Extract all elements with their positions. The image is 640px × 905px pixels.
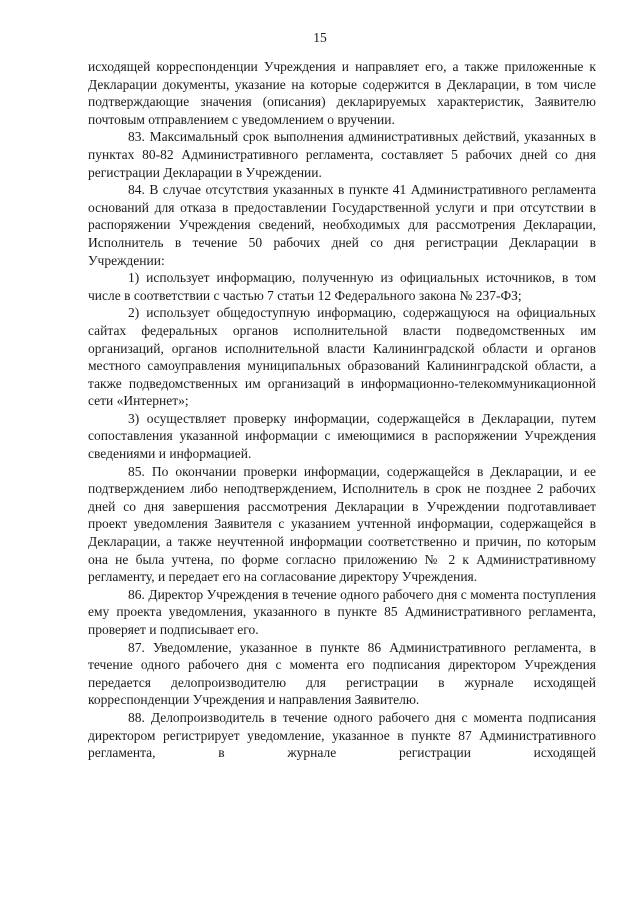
paragraph-87: 87. Уведомление, указанное в пункте 86 Административного регламента, в течение одного рабочего дня с момента его подписания директором Учреждения передается делопроизводителю для регистрации в журнале исходящей корреспонденции Учреждения и направления Заявителю. [88, 639, 596, 708]
paragraph-86: 86. Директор Учреждения в течение одного рабочего дня с момента поступления ему проекта уведомления, указанного в пункте 85 Административного регламента, проверяет и подписывает его. [88, 586, 596, 637]
paragraph-84-item-3: 3) осуществляет проверку информации, содержащейся в Декларации, путем сопоставления указанной информации с имеющимися в распоряжении Учреждения сведениями и информацией. [88, 410, 596, 462]
paragraph-83: 83. Максимальный срок выполнения административных действий, указанных в пунктах 80-82 Административного регламента, составляет 5 рабочих дней со дня регистрации Декларации в Учреждении. [88, 129, 596, 180]
document-body [88, 58, 596, 762]
paragraph-84-item-1: 1) использует информацию, полученную из официальных источников, в том числе в соответствии с частью 7 статьи 12 Федерального закона № 237-ФЗ; [88, 270, 596, 303]
paragraph-88: 88. Делопроизводитель в течение одного рабочего дня с момента подписания директором регистрирует уведомление, указанное в пункте 87 Административного регламента, в журнале регистрации исходящей [88, 709, 596, 761]
paragraph-84-item-2: 2) использует общедоступную информацию, содержащуюся на официальных сайтах федеральных органов исполнительной власти подведомственных им организаций, органов исполнительной власти Калининградской области и органов местного самоуправления муниципальных образований Калининградской области, а также подведомственных им организаций в информационно-телекоммуникационной сети «Интернет»; [88, 305, 596, 409]
paragraph-85: 85. По окончании проверки информации, содержащейся в Декларации, и ее подтверждением либо неподтверждением, Исполнитель в срок не позднее 2 рабочих дней со дня завершения рассмотрения Декларации в Учреждении подготавливает проект уведомления Заявителя с указанием учтенной информации, содержащейся в Декларации, а также неучтенной информации соответственно и причин, по которым она не была учтена, по форме согласно приложению № 2 к Административному регламенту, и передает его на согласование директору Учреждения. [88, 463, 596, 585]
page-number: 15 [313, 30, 327, 45]
paragraph-continuation: исходящей корреспонденции Учреждения и направляет его, а также приложенные к Декларации документы, указание на которые содержится в Декларации, в том числе подтверждающие значения (описания) декларируемых характеристик, Заявителю почтовым отправлением с уведомлением о вручении. [88, 59, 596, 127]
paragraph-84: 84. В случае отсутствия указанных в пункте 41 Административного регламента оснований для отказа в предоставлении Государственной услуги и при отсутствии в распоряжении Учреждения сведений, необходимых для рассмотрения Декларации, Исполнитель в течение 50 рабочих дней со дня регистрации Декларации в Учреждении: [88, 182, 596, 268]
